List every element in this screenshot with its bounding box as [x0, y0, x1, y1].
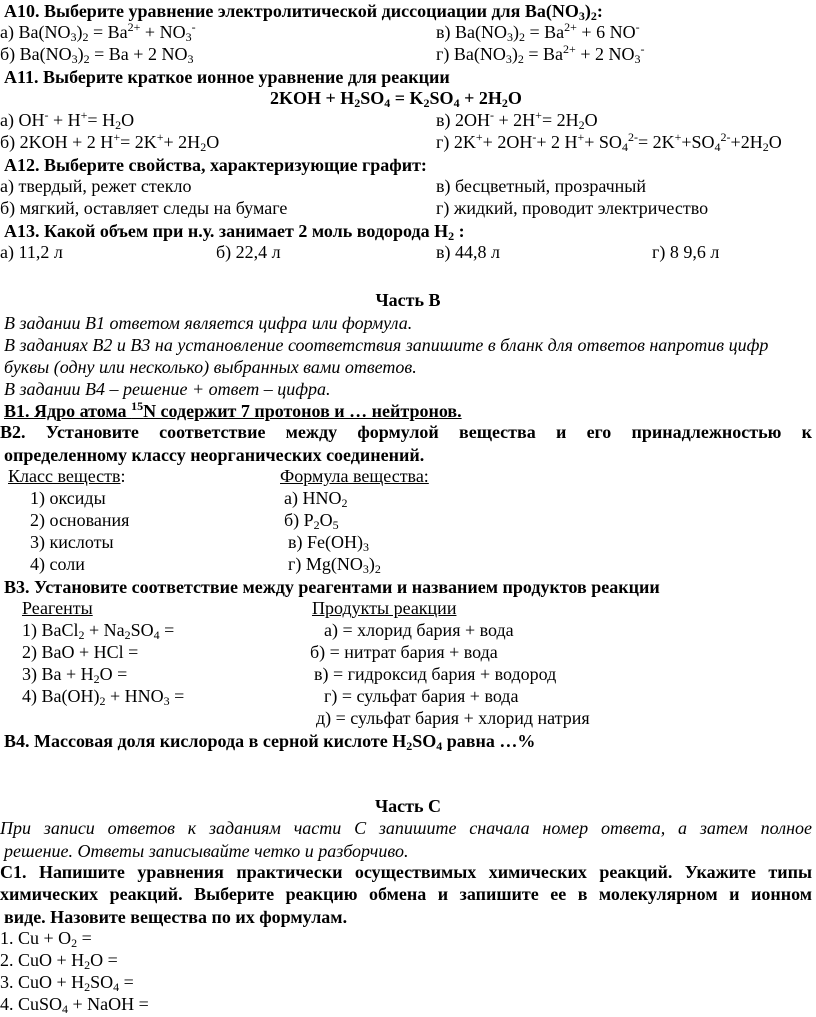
part-b-instruction-2: В заданиях В2 и В3 на установление соответствия запишите в бланк для ответов напротив цифр	[4, 335, 769, 355]
part-b-instruction-4: В задании В4 – решение + ответ – цифра.	[4, 379, 331, 399]
a10-option-v: в) $Ba(NO_3)_2 = Ba^{2+} + 6$ NO-	[436, 20, 640, 44]
a13-option-a: а) 11,2 л	[0, 242, 63, 262]
c1-question-line-3: виде. Назовите вещества по их формулам.	[4, 907, 348, 927]
b3-reagent-item: 2) BaO + HCl =	[22, 642, 139, 662]
a10-title: A10. Выберите уравнение электролитической диссоциации для $Ba(NO_3)_2$:	[4, 1, 603, 23]
c1-reaction: 1. $Cu + O_2$ =	[0, 928, 92, 950]
b2-question-line-2: определенному классу неорганических соединений.	[4, 445, 425, 465]
b3-reagent-item: 3) $Ba + H_2O$ =	[22, 664, 128, 686]
a13-option-g: г) 8 9,6 л	[652, 242, 720, 262]
b3-product-item: б) = нитрат бария + вода	[310, 642, 498, 662]
b2-class-item: 3) кислоты	[30, 532, 114, 552]
a11-option-b: б) 2KOH + 2 $H^+= 2K^++ 2H_2O$	[0, 130, 220, 154]
part-b-heading: Часть В	[375, 290, 441, 310]
b2-formula-item: б) $P_2O_5$	[284, 510, 339, 532]
b3-products-header: Продукты реакции	[312, 598, 457, 618]
a13-option-b: б) 22,4 л	[216, 242, 281, 262]
b3-product-item: в) = гидроксид бария + водород	[314, 664, 557, 684]
c1-reaction: 2. CuO + $H_2O$ =	[0, 950, 118, 972]
a11-title: A11. Выберите краткое ионное уравнение для реакции	[4, 67, 450, 87]
a12-option-g: г) жидкий, проводит электричество	[436, 198, 709, 218]
b3-product-item: г) = сульфат бария + вода	[324, 686, 519, 706]
b3-reagent-item: 1) BaCl$_2$ + $Na_2SO_4$ =	[22, 620, 175, 642]
b2-question-line-1: В2. Установите соответствие между формулой вещества и его принадлежностью к	[0, 422, 812, 442]
a13-option-v: в) 44,8 л	[436, 242, 500, 262]
part-c-heading: Часть С	[374, 796, 442, 816]
a12-option-a: а) твердый, режет стекло	[0, 176, 192, 196]
a11-option-a: а) $OH^- + H^+= H_2O$	[0, 108, 135, 132]
part-c-instruction-2: решение. Ответы записывайте четко и разборчиво.	[4, 841, 409, 861]
b2-formula-item: в) $Fe(OH)_3$	[288, 532, 369, 554]
b3-reagents-header: Реагенты	[22, 598, 93, 618]
a11-option-v: в) $2OH^- + 2H^+= 2H_2O$	[436, 108, 598, 132]
part-c-instruction-1: При записи ответов к заданиям части С запишите сначала номер ответа, а затем полное	[0, 818, 812, 838]
b2-class-header: Класс веществ:	[8, 466, 126, 486]
a10-option-a: а) $Ba(NO_3)_2 = Ba^{2+} + NO_3^-$	[0, 20, 196, 44]
b3-product-item: д) = сульфат бария + хлорид натрия	[316, 708, 590, 728]
b3-question: В3. Установите соответствие между реагентами и названием продуктов реакции	[4, 577, 660, 597]
a12-title: A12. Выберите свойства, характеризующие графит:	[4, 155, 427, 175]
c1-question-line-2: химических реакций. Выберите реакцию обмена и запишите ее в молекулярном и ионном	[0, 884, 812, 904]
a12-option-b: б) мягкий, оставляет следы на бумаге	[0, 198, 288, 218]
b2-class-item: 1) оксиды	[30, 488, 106, 508]
c1-reaction: 3. CuO + $H_2SO_4$ =	[0, 972, 134, 994]
b3-product-item: а) = хлорид бария + вода	[324, 620, 514, 640]
b2-formula-item: а) $HNO_2$	[284, 488, 348, 510]
b4-question: В4. Массовая доля кислорода в серной кислоте $H_2SO_4$ равна …%	[4, 731, 536, 753]
a10-option-b: б) $Ba(NO_3)_2 = Ba + 2$ $NO_3$	[0, 44, 194, 66]
part-b-instruction-3: буквы (одну или несколько) выбранных вами ответов.	[4, 357, 417, 377]
c1-question-line-1: С1. Напишите уравнения практически осуществимых химических реакций. Укажите типы	[0, 862, 812, 882]
b3-reagent-item: 4) $Ba(OH)_2 + HNO_3$ =	[22, 686, 185, 708]
a11-option-g: г) 2K++ 2OH-+ 2 $H^++ SO_4^{2-}= 2K^++SO_4^{2-}+2H_2O$	[436, 130, 782, 154]
b2-class-item: 2) основания	[30, 510, 130, 530]
a10-option-g: г) $Ba(NO_3)_2 = Ba^{2+} + 2$ $NO_3^-$	[436, 42, 645, 66]
b1-question: В1. Ядро атома $^{15}$N содержит 7 протонов и … нейтронов.	[4, 399, 462, 421]
b2-formula-header: Формула вещества:	[280, 466, 429, 486]
a11-equation: $2KOH + H_2SO_4 = K_2SO_4 + 2H_2O$	[270, 88, 522, 110]
part-b-instruction-1: В задании В1 ответом является цифра или формула.	[4, 313, 413, 333]
a13-title: A13. Какой объем при н.у. занимает 2 моль водорода $H_2$ :	[4, 221, 465, 243]
c1-reaction: 4. CuSO$_4$ + NaOH =	[0, 994, 149, 1016]
a12-option-v: в) бесцветный, прозрачный	[436, 176, 647, 196]
b2-formula-item: г) $Mg(NO_3)_2$	[288, 554, 381, 576]
b2-class-item: 4) соли	[30, 554, 85, 574]
